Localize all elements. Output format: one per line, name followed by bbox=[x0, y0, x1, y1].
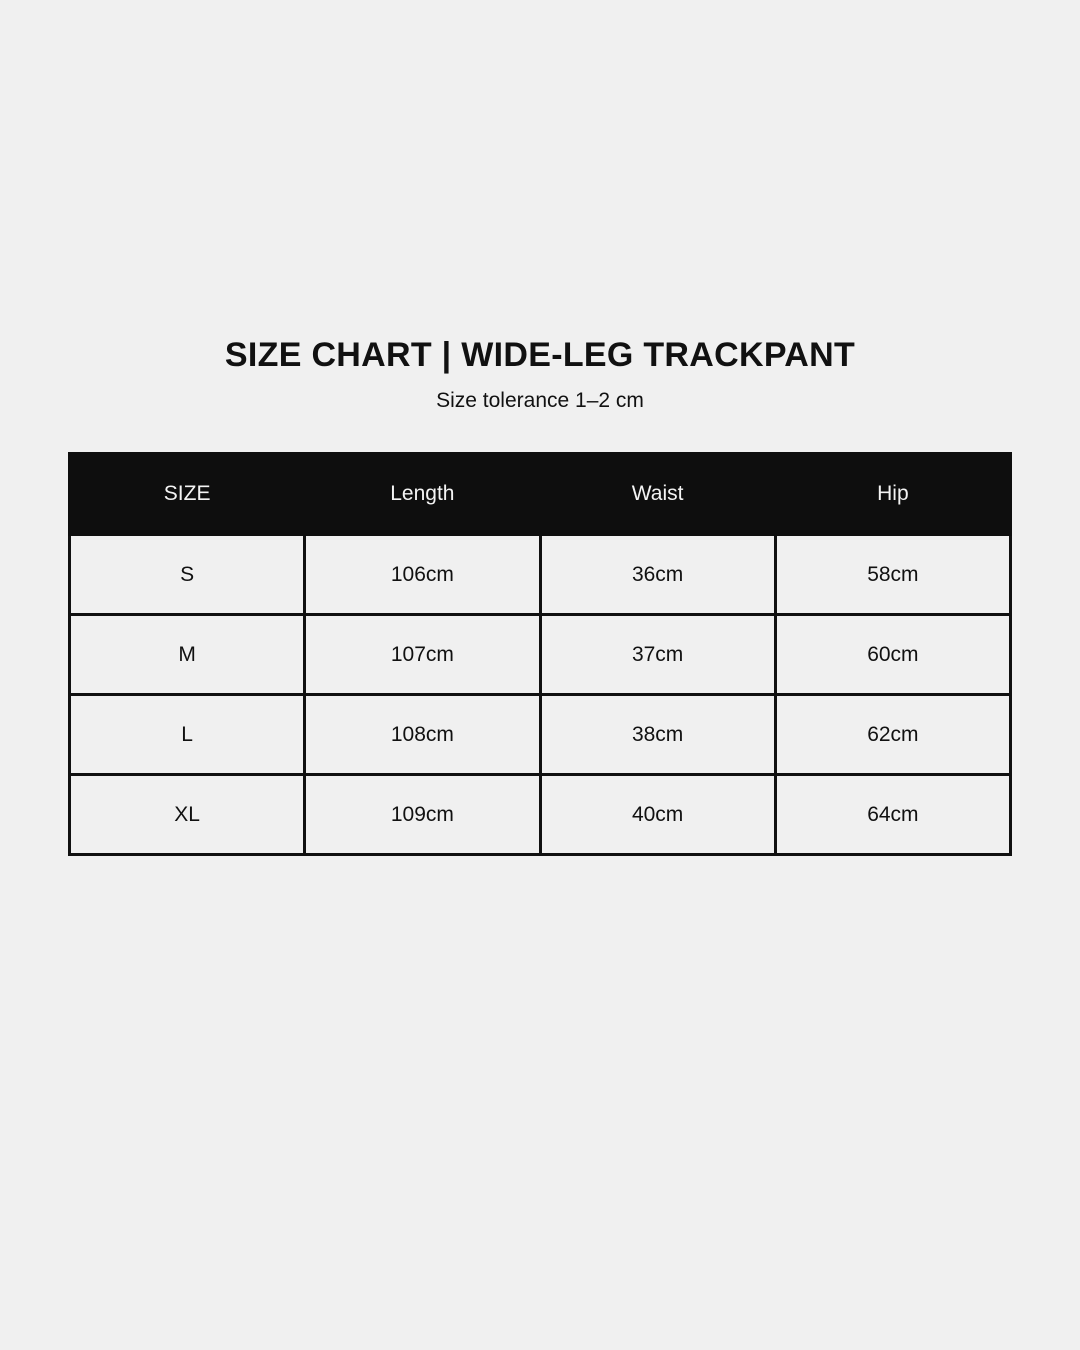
hip-cell: 62cm bbox=[775, 695, 1010, 775]
waist-cell: 38cm bbox=[540, 695, 775, 775]
column-header-waist: Waist bbox=[540, 454, 775, 535]
table-row bbox=[70, 615, 1011, 695]
size-cell: XL bbox=[70, 775, 305, 855]
size-cell: M bbox=[70, 615, 305, 695]
length-cell: 109cm bbox=[305, 775, 540, 855]
column-header-hip: Hip bbox=[775, 454, 1010, 535]
waist-cell: 40cm bbox=[540, 775, 775, 855]
column-header-length: Length bbox=[305, 454, 540, 535]
table-row bbox=[70, 535, 1011, 615]
length-cell: 108cm bbox=[305, 695, 540, 775]
size-cell: S bbox=[70, 535, 305, 615]
length-cell: 106cm bbox=[305, 535, 540, 615]
table-row bbox=[70, 775, 1011, 855]
header-row bbox=[70, 454, 1011, 535]
hip-cell: 58cm bbox=[775, 535, 1010, 615]
length-cell: 107cm bbox=[305, 615, 540, 695]
waist-cell: 36cm bbox=[540, 535, 775, 615]
size-tolerance-note: Size tolerance 1–2 cm bbox=[436, 389, 644, 412]
waist-cell: 37cm bbox=[540, 615, 775, 695]
hip-cell: 60cm bbox=[775, 615, 1010, 695]
size-chart-table bbox=[68, 452, 1012, 856]
page-title: SIZE CHART | WIDE-LEG TRACKPANT bbox=[224, 336, 856, 374]
column-header-size: SIZE bbox=[70, 454, 305, 535]
table-header bbox=[70, 454, 1011, 535]
hip-cell: 64cm bbox=[775, 775, 1010, 855]
size-cell: L bbox=[70, 695, 305, 775]
table-row bbox=[70, 695, 1011, 775]
table-body bbox=[70, 535, 1011, 855]
